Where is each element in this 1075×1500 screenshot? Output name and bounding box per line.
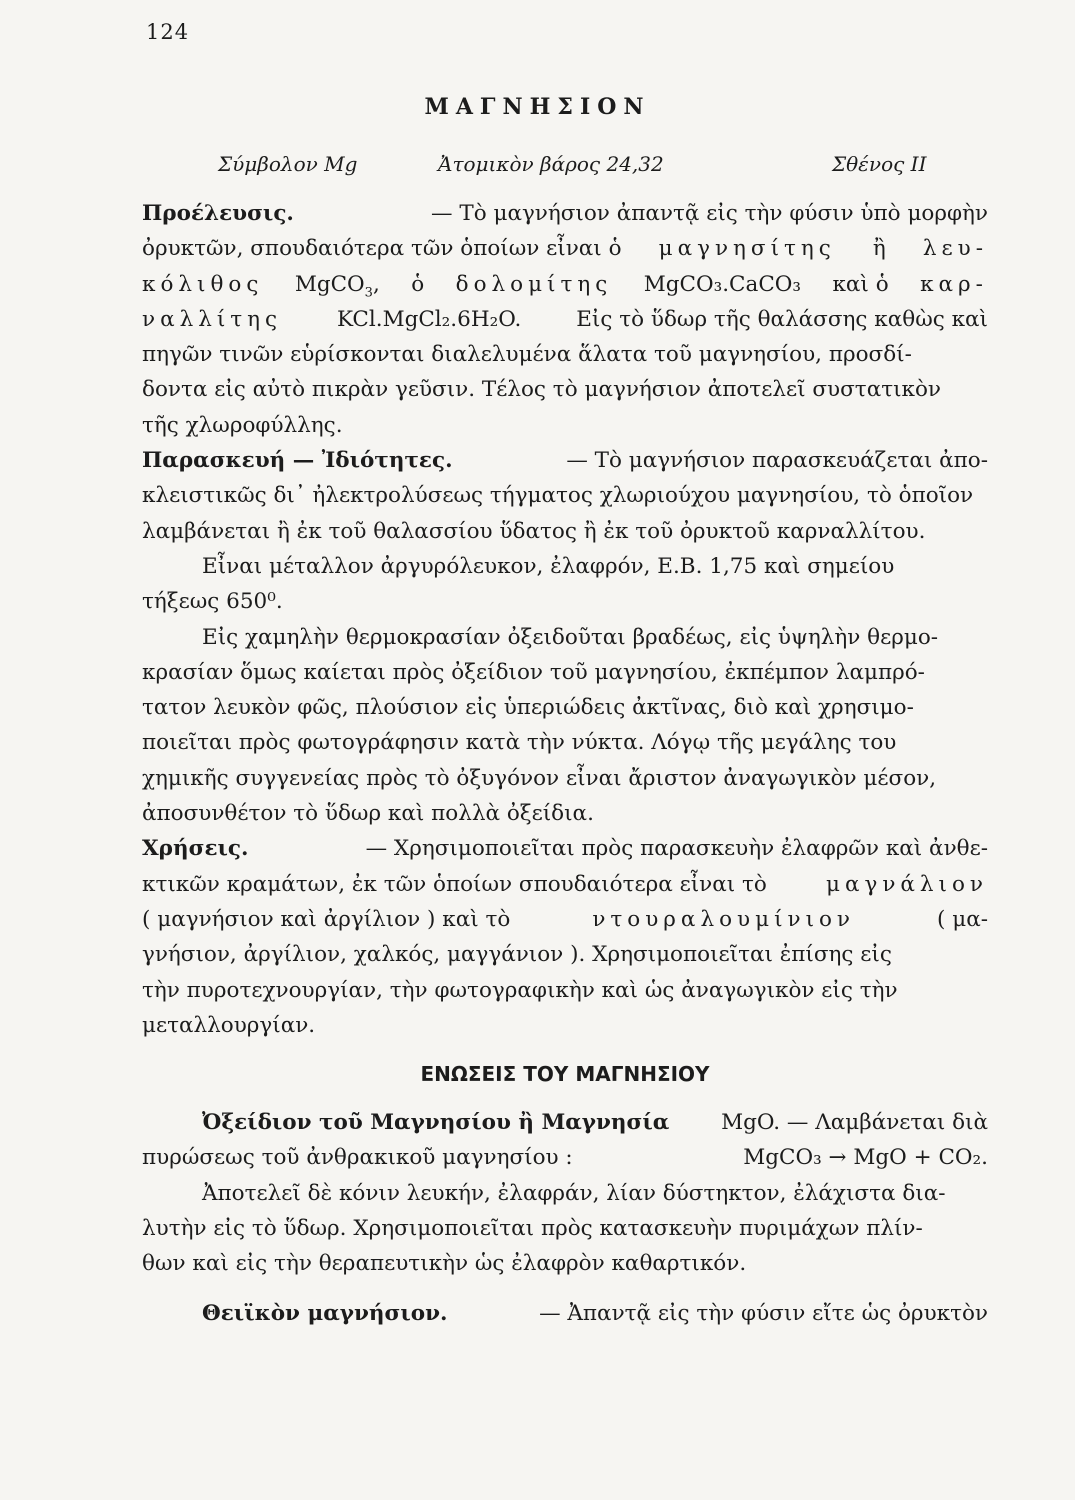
oxide-line: Ὀξείδιον τοῦ Μαγνησίου ἢ Μαγνησία MgO. — Λαμβάνεται διὰ [142,1105,988,1140]
formula: MgCO$_3$, [294,271,380,300]
formula: MgCO₃.CaCO₃ [643,271,802,297]
valence-label: Σθένος II [832,152,927,176]
oxide-heading: Ὀξείδιον τοῦ Μαγνησίου ἢ Μαγνησία [202,1110,670,1136]
alloy-name: μαγνάλιον [825,871,988,897]
uses-heading: Χρήσεις. [142,836,249,862]
mineral-name: καρ- [920,271,988,297]
mineral-name: δολομίτης [455,271,613,297]
page-body: Προέλευσις. — Τὸ μαγνήσιον ἀπαντᾷ εἰς τὴν φύσιν ὑπὸ μορφὴν ὀρυκτῶν, σπουδαιότερα τῶν ὁποίων εἶναι ὁ μαγνησίτης ἢ λευ- κόλιθος MgCO$_3$, ὁ δολομίτης MgCO₃.CaCO₃ καὶ ὁ καρ- ναλλίτης KCl.MgCl₂.6H₂O. Εἰς τὸ ὕδωρ τῆς θαλάσσης καθὼς καὶ πηγῶν τινῶν εὑρίσκονται διαλελυμένα ἅλατα τοῦ μαγνησίου, προσδί- δοντα εἰς αὐτὸ πικρὰν γεῦσιν. Τέλος τὸ μαγνήσιον ἀποτελεῖ συστατικὸν τῆς χλωροφύλλης. Παρασκευή — Ἰδιότητες. — Τὸ μαγνήσιον παρασκευάζεται ἀπο- κλειστικῶς δι᾽ ἠλεκτρολύσεως τήγματος χλωριούχου μαγνησίου, τὸ ὁποῖον λαμβάνεται ἢ ἐκ τοῦ θαλασσίου ὕδατος ἢ ἐκ τοῦ ὀρυκτοῦ καρναλλίτου. Εἶναι μέταλλον ἀργυρόλευκον, ἐλαφρόν, Ε.Β. 1,75 καὶ σημείου τήξεως 650⁰. Εἰς χαμηλὴν θερμοκρασίαν ὀξειδοῦται βραδέως, εἰς ὑψηλὴν θερμο- κρασίαν ὅμως καίεται πρὸς ὀξείδιον τοῦ μαγνησίου, ἐκπέμπον λαμπρό- τατον λευκὸν φῶς, πλούσιον εἰς ὑπεριώδεις ἀκτῖνας, διὸ καὶ χρησιμο- ποιεῖται πρὸς φωτογράφησιν κατὰ τὴν νύκτα. Λόγῳ τῆς μεγάλης του χημικῆς συγγενείας πρὸς τὸ ὀξυγόνον εἶναι ἄριστον ἀναγωγικὸν μέσον, ἀποσυνθέτον τὸ ὕδωρ καὶ πολλὰ ὀξείδια. Χρήσεις. — Χρησιμοποιεῖται πρὸς παρασκευὴν ἐλαφρῶν καὶ ἀνθε- κτικῶν κραμάτων, ἐκ τῶν ὁποίων σπουδαιότερα εἶναι τὸ μαγνάλιον ( μαγνήσιον καὶ ἀργίλιον ) καὶ τὸ ντουραλουμίνιον ( μα- γνήσιον, ἀργίλιον, χαλκός, μαγγάνιον ). Χρησιμοποιεῖται ἐπίσης εἰς τὴν πυροτεχνουργίαν, τὴν φωτογραφικὴν καὶ ὡς ἀναγωγικὸν εἰς τὴν μεταλλουργίαν. ΕΝΩΣΕΙΣ ΤΟΥ ΜΑΓΝΗΣΙΟΥ Ὀξείδιον τοῦ Μαγνησίου ἢ Μαγνησία MgO. — Λαμβάνεται διὰ πυρώσεως τοῦ ἀνθρακικοῦ μαγνησίου : MgCO₃ → MgO + CO₂. Ἀποτελεῖ δὲ κόνιν λευκήν, ἐλαφράν, λίαν δύστηκτον, ἐλάχιστα δια- λυτὴν εἰς τὸ ὕδωρ. Χρησιμοποιεῖται πρὸς κατασκευὴν πυριμάχων πλίν- θων καὶ εἰς τὴν θεραπευτικὴν ὡς ἐλαφρὸν καθαρτικόν. Θειϊκὸν μαγνήσιον. — Ἀπαντᾷ εἰς τὴν φύσιν εἴτε ὡς ὀρυκτὸν [142,196,988,1331]
preparation-heading: Παρασκευή — Ἰδιότητες. [142,448,453,474]
chapter-title: ΜΑΓΝΗΣΙΟΝ [424,94,651,120]
page-number: 124 [146,20,190,44]
origin-line: κόλιθος MgCO$_3$, ὁ δολομίτης MgCO₃.CaCO₃ καὶ ὁ καρ- [142,267,988,302]
mineral-name: λευ- [922,236,988,262]
compounds-section-heading: ΕΝΩΣΕΙΣ ΤΟΥ ΜΑΓΝΗΣΙΟΥ [420,1062,710,1087]
origin-line: ναλλίτης KCl.MgCl₂.6H₂O. Εἰς τὸ ὕδωρ τῆς θαλάσσης καθὼς καὶ [142,302,988,337]
origin-line: ὀρυκτῶν, σπουδαιότερα τῶν ὁποίων εἶναι ὁ μαγνησίτης ἢ λευ- [142,231,988,266]
preparation-line: Παρασκευή — Ἰδιότητες. — Τὸ μαγνήσιον παρασκευάζεται ἀπο- [142,443,988,478]
uses-line: Χρήσεις. — Χρησιμοποιεῖται πρὸς παρασκευὴν ἐλαφρῶν καὶ ἀνθε- [142,831,988,866]
mineral-name: μαγνησίτης [658,236,836,262]
origin-line: Προέλευσις. — Τὸ μαγνήσιον ἀπαντᾷ εἰς τὴν φύσιν ὑπὸ μορφὴν [142,196,988,231]
symbol-label: Σύμβολον Mg [218,152,358,176]
reaction-equation: MgCO₃ → MgO + CO₂. [743,1145,988,1171]
sulfide-heading: Θειϊκὸν μαγνήσιον. [202,1300,448,1326]
sulfide-line: Θειϊκὸν μαγνήσιον. — Ἀπαντᾷ εἰς τὴν φύσιν εἴτε ὡς ὀρυκτὸν [142,1296,988,1331]
atomic-weight-label: Ἀτομικὸν βάρος 24,32 [438,152,664,176]
origin-heading: Προέλευσις. [142,201,294,226]
alloy-name: ντουραλουμίνιον [592,906,856,932]
formula: KCl.MgCl₂.6H₂O. [336,306,522,332]
mineral-name: κόλιθος [142,271,264,297]
mineral-name: ναλλίτης [142,306,283,332]
